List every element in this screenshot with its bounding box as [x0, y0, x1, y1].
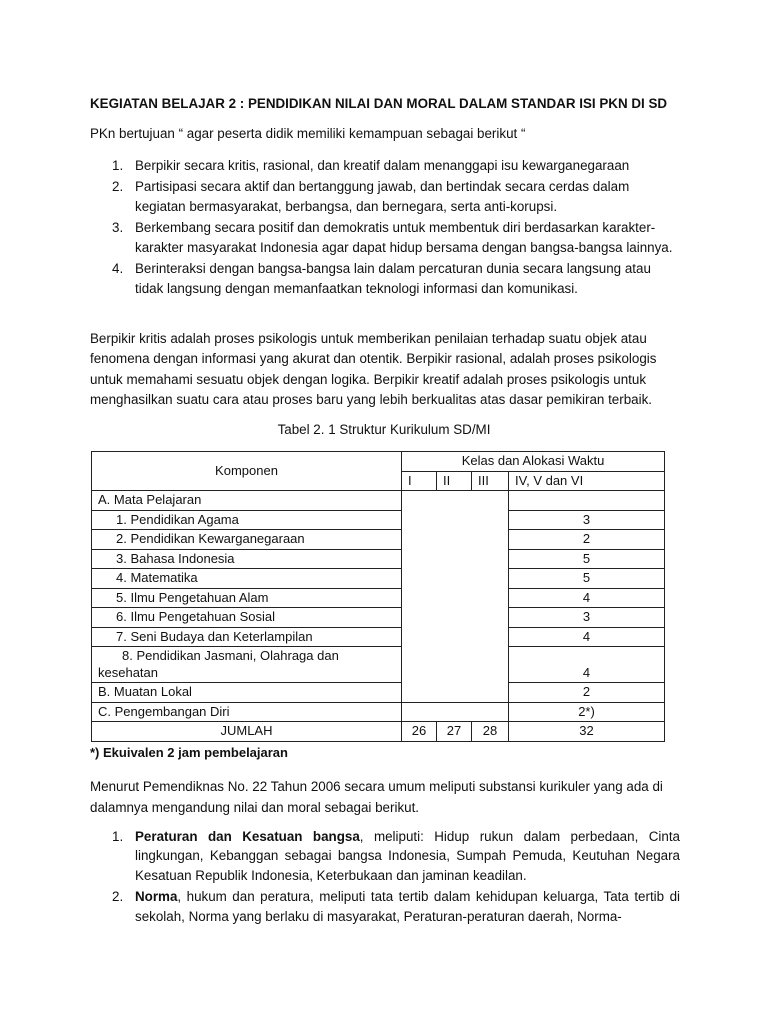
row-value: 2 — [509, 683, 665, 703]
table-caption: Tabel 2. 1 Struktur Kurikulum SD/MI — [277, 422, 491, 437]
list-text: Berpikir secara kritis, rasional, dan kreatif dalam menanggapi isu kewarganegaraan — [135, 158, 630, 173]
header-col-i: I — [402, 471, 437, 491]
list-number: 2. — [112, 889, 124, 905]
substances-list — [90, 827, 680, 926]
row-label: C. Pengembangan Diri — [92, 702, 402, 722]
list-text: Hidup rukun dalam perbedaan, Cinta lingkungan, Kebanggan sebagai bangsa Indonesia, Sumpah Pemuda, Keutuhan Negara Kesatuan Republik Indonesia, Keterbukaan dan jaminan keadilan. — [135, 829, 680, 883]
table-row — [92, 608, 665, 628]
table-row — [92, 702, 665, 722]
curriculum-table — [91, 451, 665, 742]
header-group: Kelas dan Alokasi Waktu — [402, 452, 665, 472]
total-value: 32 — [509, 722, 665, 742]
row-value: 2*) — [509, 702, 665, 722]
header-col-iv-vi: IV, V dan VI — [509, 471, 665, 491]
row-value: 3 — [509, 510, 665, 530]
table-row — [92, 647, 665, 683]
total-value: 28 — [472, 722, 509, 742]
row-label: 1. Pendidikan Agama — [92, 510, 402, 530]
merged-blank-cell — [402, 702, 509, 722]
merged-blank-cell — [402, 491, 509, 703]
row-label: 3. Bahasa Indonesia — [92, 549, 402, 569]
list-number: 1. — [112, 158, 124, 173]
row-value: 4 — [509, 647, 665, 683]
row-label: 6. Ilmu Pengetahuan Sosial — [92, 608, 402, 628]
row-label — [92, 647, 402, 683]
table-footnote: *) Ekuivalen 2 jam pembelajaran — [90, 745, 288, 760]
header-komponen: Komponen — [92, 452, 402, 491]
list-item — [90, 156, 680, 177]
list-text: Berkembang secara positif dan demokratis untuk membentuk diri berdasarkan karakter-karakter masyarakat Indonesia agar dapat hidup bersama dengan bangsa-bangsa lainnya. — [135, 219, 673, 255]
table-row — [92, 510, 665, 530]
row-label-line1: 8. Pendidikan Jasmani, Olahraga dan — [122, 648, 339, 663]
list-text: Partisipasi secara aktif dan bertanggung jawab, dan bertindak secara cerdas dalam kegiatan bermasyarakat, berbangsa, dan bernegara, serta anti-korupsi. — [135, 178, 630, 214]
table-row — [92, 588, 665, 608]
row-value: 2 — [509, 530, 665, 550]
total-label: JUMLAH — [92, 722, 402, 742]
row-value: 4 — [509, 627, 665, 647]
list-item — [90, 177, 680, 218]
row-value: 5 — [509, 549, 665, 569]
list-bold-term: Norma — [135, 889, 178, 905]
paragraph-pemendiknas: Menurut Pemendiknas No. 22 Tahun 2006 secara umum meliputi substansi kurikuler yang ada di dalamnya mengandung nilai dan moral sebagai berikut. — [90, 779, 663, 815]
list-number: 2. — [112, 178, 124, 194]
list-bold-term: Peraturan dan Kesatuan bangsa — [135, 829, 360, 844]
total-value: 27 — [437, 722, 472, 742]
table-row — [92, 627, 665, 647]
list-number: 4. — [112, 260, 124, 276]
row-value: 4 — [509, 588, 665, 608]
row-label: 7. Seni Budaya dan Keterlampilan — [92, 627, 402, 647]
row-value: 5 — [509, 569, 665, 589]
table-row — [92, 530, 665, 550]
list-number: 1. — [112, 829, 124, 844]
header-col-ii: II — [437, 471, 472, 491]
list-item — [90, 259, 680, 300]
row-label: B. Muatan Lokal — [92, 683, 402, 703]
list-item — [90, 218, 680, 259]
table-total-row — [92, 722, 665, 742]
intro-text: PKn bertujuan “ agar peserta didik memiliki kemampuan sebagai berikut “ — [90, 126, 526, 141]
row-label: A. Mata Pelajaran — [92, 491, 402, 511]
list-mid: , meliputi: — [359, 829, 435, 844]
table-row — [92, 491, 665, 511]
list-text: , hukum dan peratura, meliputi tata tertib dalam kehidupan keluarga, Tata tertib di sekolah, Norma yang berlaku di masyarakat, Peraturan-peraturan daerah, Norma- — [135, 889, 680, 924]
table-row — [92, 569, 665, 589]
row-label-line2: kesehatan — [98, 664, 158, 680]
row-value — [509, 491, 665, 511]
section-heading: KEGIATAN BELAJAR 2 : PENDIDIKAN NILAI DAN MORAL DALAM STANDAR ISI PKN DI SD — [90, 96, 668, 111]
goals-list — [90, 156, 680, 300]
table-row — [92, 549, 665, 569]
paragraph-thinking: Berpikir kritis adalah proses psikologis untuk memberikan penilaian terhadap suatu objek atau fenomena dengan informasi yang akurat dan otentik. Berpikir rasional, adalah proses psikologis untuk memahami sesuatu objek dengan logika. Berpikir kreatif adalah proses psikologis untuk menghasilkan suatu cara atau proses baru yang lebih berkualitas atas dasar pemikiran terbaik. — [90, 331, 657, 407]
row-value: 3 — [509, 608, 665, 628]
table-header-row — [92, 452, 665, 472]
list-item — [90, 827, 680, 885]
total-value: 26 — [402, 722, 437, 742]
list-item — [90, 887, 680, 926]
row-label: 2. Pendidikan Kewarganegaraan — [92, 530, 402, 550]
header-col-iii: III — [472, 471, 509, 491]
list-text: Berinteraksi dengan bangsa-bangsa lain dalam percaturan dunia secara langsung atau tidak langsung dengan memanfaatkan teknologi informasi dan komunikasi. — [135, 260, 651, 296]
row-label: 4. Matematika — [92, 569, 402, 589]
table-row — [92, 683, 665, 703]
list-number: 3. — [112, 219, 124, 235]
row-label: 5. Ilmu Pengetahuan Alam — [92, 588, 402, 608]
